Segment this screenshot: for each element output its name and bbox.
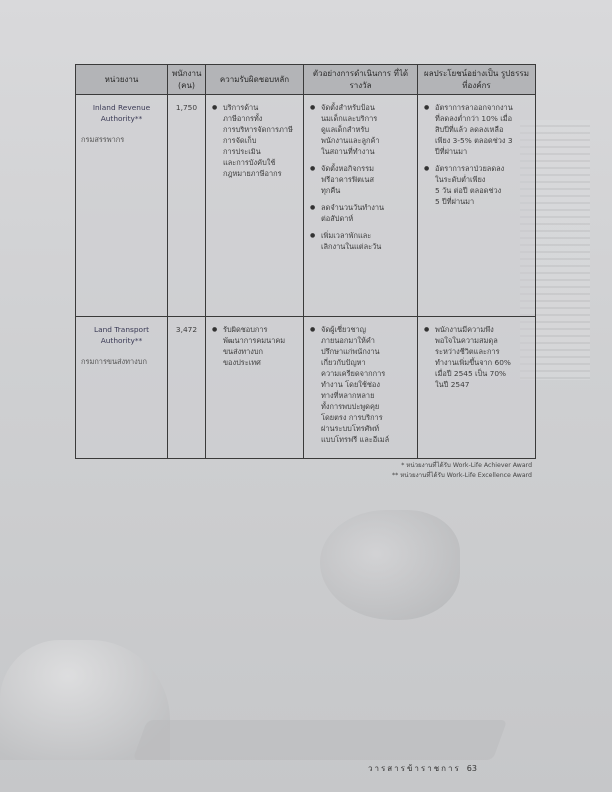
text-line: ● บริการด้าน [223,103,259,112]
agency-name-en-line: Authority** [100,336,143,345]
awards-table [75,64,536,459]
text-line: ที่ลดลงต่ำกว่า 10% เมื่อ [435,114,513,123]
benefits-cell [418,317,536,459]
header-agency: หน่วยงาน [76,65,168,95]
text-line: เมื่อปี 2545 เป็น 70% [435,369,507,378]
header-responsibility: ความรับผิดชอบหลัก [206,65,304,95]
text-line: ทำงานเพิ่มขึ้นจาก 60% [435,358,511,367]
text-line: ● เพิ่มเวลาพักและ [321,231,372,240]
text-line: ฟรีอาคารฟิตเนส [321,175,374,184]
text-line: ● ลดจำนวนวันทำงาน [321,203,385,212]
text-line: การประเมิน [223,147,261,156]
background-hand [320,510,460,620]
agency-cell [76,317,168,459]
list-item [435,163,530,207]
text-line: ทั้งการพบปะพูดคุย [321,402,380,411]
responsibility-cell [206,95,304,317]
text-line: กฎหมายภาษีอากร [223,169,282,178]
list-item [435,102,530,157]
text-line: ขนส่งทางบก [223,347,264,356]
text-line: เกี่ยวกับปัญหา [321,358,366,367]
footnotes [300,461,532,481]
awards-table-container [75,64,535,457]
text-line: ทางที่หลากหลาย [321,391,375,400]
agency-name-en-line: Authority** [100,114,143,123]
text-line: ● จัดผู้เชี่ยวชาญ [321,325,366,334]
responsibility-cell [206,317,304,459]
text-line: ในสถานที่ทำงาน [321,147,375,156]
actions-cell [304,95,418,317]
text-line: ● อัตราการลาป่วยลดลง [435,164,505,173]
table-header-row [76,65,536,95]
text-line: ระหว่างชีวิตและการ [435,347,500,356]
agency-name-en [81,102,162,124]
text-line: สิบปีที่แล้ว ลดลงเหลือ [435,125,504,134]
header-benefits: ผลประโยชน์อย่างเป็น รูปธรรมที่องค์กร [418,65,536,95]
table-row [76,95,536,317]
agency-name-en [81,324,162,346]
actions-list [309,102,412,252]
footnote-achiever: * หน่วยงานที่ได้รับ Work-Life Achiever Award [401,462,532,469]
text-line: โดยตรง การบริการ [321,413,383,422]
agency-cell [76,95,168,317]
benefits-list [423,324,530,390]
staff-count: 1,750 [168,95,206,317]
text-line: เลิกงานในแต่ละวัน [321,242,382,251]
agency-name-en-line: Inland Revenue [92,103,151,112]
text-line: แบบโทรฟรี และอีเมล์ [321,435,390,444]
text-line: ● จัดตั้งหอกิจกรรม [321,164,374,173]
actions-list [309,324,412,445]
text-line: ในปี 2547 [435,380,470,389]
text-line: ปรึกษาแก่พนักงาน [321,347,380,356]
text-line: 5 ปีที่ผ่านมา [435,197,475,206]
journal-name: วารสารข้าราชการ [368,764,461,773]
text-line: นมเด็กและบริการ [321,114,378,123]
text-line: ภายนอกมาให้คำ [321,336,375,345]
text-line: ทุกคืน [321,186,341,195]
list-item [435,324,530,390]
text-line: ดูแลเด็กสำหรับ [321,125,370,134]
text-line: 5 วัน ต่อปี ตลอดช่วง [435,186,502,195]
benefits-list [423,102,530,207]
text-line: ● อัตราการลาออกจากงาน [435,103,513,112]
header-actions: ตัวอย่างการดำเนินการ ที่ได้รางวัล [304,65,418,95]
responsibility-list [211,102,298,179]
text-line: ภาษีอากรทั้ง [223,114,263,123]
text-line: พอใจในความสมดุล [435,336,498,345]
background-keyboard [133,720,508,760]
agency-name-en-line: Land Transport [93,325,150,334]
list-item [321,102,412,157]
text-line: ของประเทศ [223,358,261,367]
text-line: ทำงาน โดยใช้ช่อง [321,380,380,389]
text-line: ในระดับต่ำเพียง [435,175,486,184]
list-item [321,230,412,252]
text-line: ผ่านระบบโทรศัพท์ [321,424,380,433]
responsibility-list [211,324,298,368]
list-item [321,324,412,445]
list-item [223,324,298,368]
text-line: เพียง 3-5% ตลอดช่วง 3 [435,136,513,145]
text-line: การบริหารจัดการภาษี [223,125,293,134]
list-item [223,102,298,179]
staff-count: 3,472 [168,317,206,459]
benefits-cell [418,95,536,317]
actions-cell [304,317,418,459]
text-line: และการบังคับใช้ [223,158,276,167]
list-item [321,202,412,224]
text-line: ปีที่ผ่านมา [435,147,468,156]
text-line: การจัดเก็บ [223,136,257,145]
footnote-excellence: ** หน่วยงานที่ได้รับ Work-Life Excellence Award [392,472,532,479]
text-line: พัฒนาการคมนาคม [223,336,286,345]
text-line: ● จัดตั้งสำหรับป้อน [321,103,375,112]
text-line: ต่อสัปดาห์ [321,214,354,223]
page-number: 63 [466,764,477,773]
text-line: ● พนักงานมีความพึง [435,325,494,334]
agency-name-th: กรมสรรพากร [81,135,125,144]
header-staff: พนักงาน (คน) [168,65,206,95]
background-arm [0,640,170,760]
text-line: ความเครียดจากการ [321,369,386,378]
agency-name-th: กรมการขนส่งทางบก [81,357,147,366]
table-row [76,317,536,459]
text-line: ● รับผิดชอบการ [223,325,268,334]
list-item [321,163,412,196]
text-line: พนักงานและลูกค้า [321,136,380,145]
page-footer [368,762,477,775]
